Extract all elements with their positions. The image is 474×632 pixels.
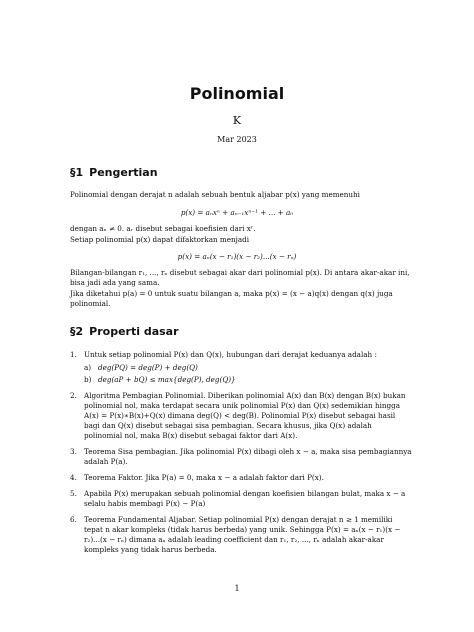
section-number: §2: [70, 325, 84, 338]
list-item-number: 1.: [70, 350, 77, 359]
list-item-number: 6.: [70, 515, 77, 524]
list-item: [70, 350, 412, 385]
section-number: §1: [70, 166, 84, 179]
document-title: Polinomial: [189, 84, 285, 103]
list-item-text: Algoritma Pembagian Polinomial. Diberikan polinomial A(x) dan B(x) dengan B(x) bukan polinomial nol, maka terdapat secara unik polinomial P(x) dan Q(x) sedemikian hingga A(x) = P(x)∗B(x)+Q(x) dimana deg(Q) < deg(B). Polinomial P(x) disebut sebagai hasil bagi dan Q(x) disebut sebagai sisa pembagian. Secara khusus, jika Q(x) adalah polinomial nol, maka B(x) disebut sebagai faktor dari A(x).: [84, 391, 406, 440]
list-item: [70, 473, 412, 483]
sublist-item: a) deg(PQ) = deg(P) + deg(Q): [84, 363, 198, 372]
list-item: [70, 447, 412, 467]
section-title: Properti dasar: [89, 325, 179, 338]
section-heading-pengertian: [70, 166, 158, 179]
paragraph: dengan aₙ ≠ 0. aᵣ disebut sebagai koefisien dari xʳ.: [70, 224, 256, 233]
equation: p(x) = aₙxⁿ + aₙ₋₁xⁿ⁻¹ + ... + a₀: [180, 208, 294, 217]
sublist-item: b) deg(aP + bQ) ≤ max{deg(P), deg(Q)}: [84, 375, 236, 384]
paragraph: Setiap polinomial p(x) dapat difaktorkan menjadi: [70, 235, 250, 244]
list-item-text: Untuk setiap polinomial P(x) dan Q(x), hubungan dari derajat keduanya adalah :: [84, 350, 377, 359]
list-item-number: 2.: [70, 391, 77, 400]
list-item: [70, 391, 412, 441]
list-item: [70, 515, 412, 555]
list-item-number: 3.: [70, 447, 77, 456]
paragraph: Jika diketahui p(a) = 0 untuk suatu bilangan a, maka p(x) = (x − a)q(x) dengan q(x) juga polinomial.: [70, 289, 393, 308]
list-item-number: 4.: [70, 473, 77, 482]
list-item-text: Apabila P(x) merupakan sebuah polinomial dengan koefisien bilangan bulat, maka x − a selalu habis membagi P(x) − P(a): [84, 489, 406, 508]
paragraph: Bilangan-bilangan r₁, ..., rₙ disebut sebagai akar dari polinomial p(x). Di antara akar-akar ini, bisa jadi ada yang sama.: [70, 268, 410, 287]
paragraph: Polinomial dengan derajat n adalah sebuah bentuk aljabar p(x) yang memenuhi: [70, 190, 360, 199]
list-item-text: Teorema Fundamental Aljabar. Setiap polinomial P(x) dengan derajat n ≥ 1 memiliki tepat n akar kompleks (tidak harus berbeda) yang unik. Sehingga P(x) = aₙ(x − r₁)(x − r₂)...(x − rₙ) dimana aₙ adalah leading coefficient dan r₁, r₂, ..., rₙ adalah akar-akar kompleks yang tidak harus berbeda.: [84, 515, 401, 554]
page-number: 1: [234, 584, 240, 593]
equation: p(x) = aₙ(x − r₁)(x − r₂)...(x − rₙ): [177, 252, 297, 261]
list-item-text: Teorema Sisa pembagian. Jika polinomial P(x) dibagi oleh x − a, maka sisa pembagiannya adalah P(a).: [84, 447, 412, 466]
section-title: Pengertian: [89, 166, 158, 179]
list-item-text: Teorema Faktor. Jika P(a) = 0, maka x − a adalah faktor dari P(x).: [84, 473, 324, 482]
document-author: K: [232, 114, 242, 127]
section-heading-properti-dasar: [70, 325, 179, 338]
list-item-number: 5.: [70, 489, 77, 498]
sublist: [84, 363, 412, 385]
document-date: Mar 2023: [217, 135, 257, 144]
list-item: [70, 489, 412, 509]
property-list: [70, 350, 412, 561]
